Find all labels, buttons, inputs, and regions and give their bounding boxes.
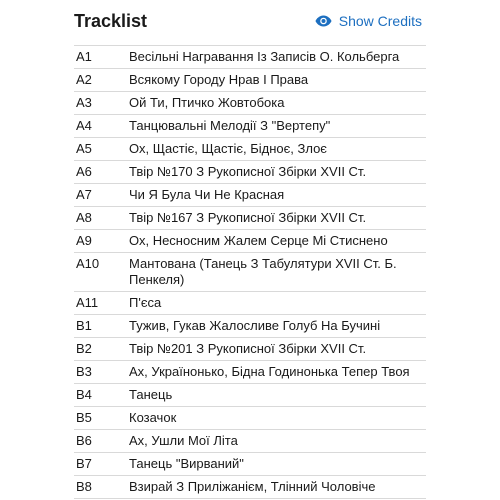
track-position: A1 (76, 49, 92, 64)
track-position: B3 (76, 364, 92, 379)
track-title: Козачок (129, 410, 177, 425)
track-position: B1 (76, 318, 92, 333)
track-title: Чи Я Була Чи Не Красная (129, 187, 285, 202)
track-position: A8 (76, 210, 92, 225)
track-row (74, 430, 426, 453)
track-position: A10 (76, 256, 100, 271)
track-title: Танець "Вирваний" (129, 456, 244, 471)
track-position: A3 (76, 95, 92, 110)
tracklist-header (74, 8, 422, 34)
track-position: B5 (76, 410, 92, 425)
track-row (74, 207, 426, 230)
track-position: A4 (76, 118, 92, 133)
track-row (74, 453, 426, 476)
track-position: B4 (76, 387, 92, 402)
track-title: Ох, Щастіє, Щастіє, Бідноє, Злоє (129, 141, 327, 156)
track-row (74, 230, 426, 253)
track-title: Взирай З Приліжанієм, Тлінний Чоловіче (129, 479, 376, 494)
show-credits-label: Show Credits (338, 13, 422, 29)
show-credits-button[interactable] (315, 13, 422, 29)
track-title: Всякому Городу Нрав І Права (129, 72, 309, 87)
track-position: A9 (76, 233, 92, 248)
tracklist-title: Tracklist (74, 10, 148, 31)
track-row (74, 315, 426, 338)
track-row (74, 292, 426, 315)
track-row (74, 184, 426, 207)
track-row (74, 253, 426, 292)
track-row (74, 361, 426, 384)
track-title: Танець (129, 387, 173, 402)
track-row (74, 92, 426, 115)
track-title: Твір №170 З Рукописної Збірки XVII Ст. (129, 164, 367, 179)
track-position: A7 (76, 187, 92, 202)
eye-icon (315, 15, 332, 27)
track-title: Ой Ти, Птичко Жовтобока (129, 95, 285, 110)
track-position: B7 (76, 456, 92, 471)
track-position: A5 (76, 141, 92, 156)
track-title: Ох, Несносним Жалем Серце Мі Стиснено (129, 233, 388, 248)
track-row (74, 115, 426, 138)
track-title: Танцювальні Мелодії З "Вертепу" (129, 118, 331, 133)
track-title: Твір №201 З Рукописної Збірки XVII Ст. (129, 341, 367, 356)
track-position: B2 (76, 341, 92, 356)
track-row (74, 384, 426, 407)
track-position: A2 (76, 72, 92, 87)
tracklist-table (74, 45, 426, 499)
track-title: Тужив, Гукав Жалосливе Голуб На Бучині (129, 318, 381, 333)
track-title: Ах, Українонько, Бідна Годинонька Тепер Твоя (129, 364, 410, 379)
track-title: Ах, Ушли Мої Літа (129, 433, 238, 448)
track-row (74, 476, 426, 499)
track-title: Мантована (Танець З Табулятури XVII Ст. Б. Пенкеля) (129, 256, 397, 287)
track-title: Твір №167 З Рукописної Збірки XVII Ст. (129, 210, 367, 225)
track-row (74, 46, 426, 69)
track-row (74, 69, 426, 92)
track-title: Весільні Награвання Із Записів О. Кольберга (129, 49, 400, 64)
track-row (74, 138, 426, 161)
track-row (74, 338, 426, 361)
track-position: A11 (76, 295, 99, 310)
track-position: B8 (76, 479, 92, 494)
track-title: П'єса (129, 295, 162, 310)
track-position: A6 (76, 164, 92, 179)
track-row (74, 407, 426, 430)
track-row (74, 161, 426, 184)
track-position: B6 (76, 433, 92, 448)
